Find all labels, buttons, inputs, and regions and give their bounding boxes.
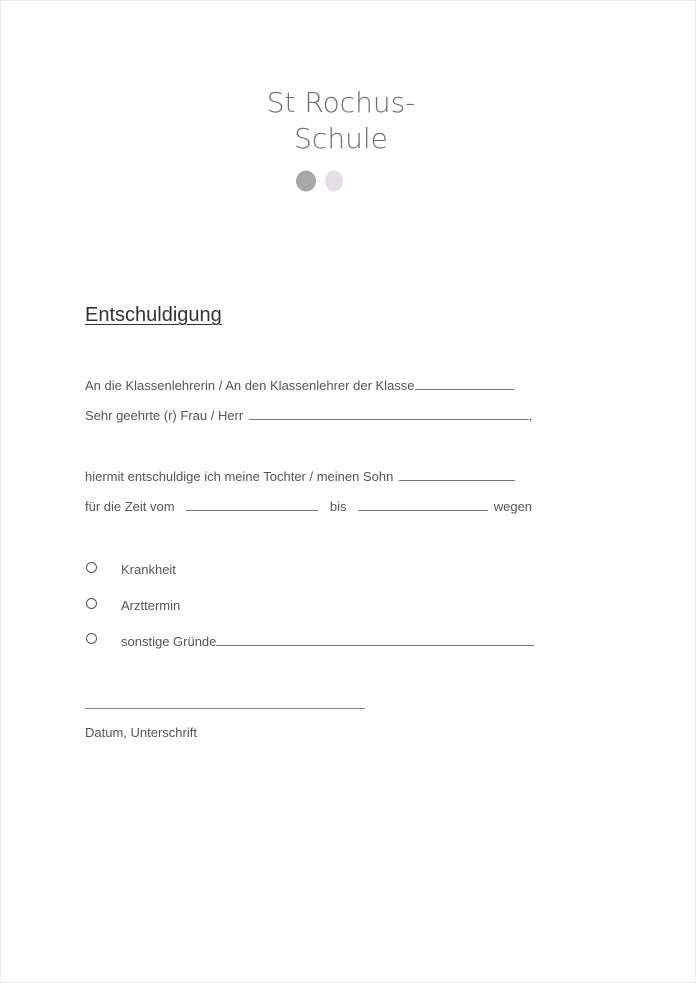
option-label-krankheit: Krankheit <box>121 562 176 577</box>
salutation-line <box>85 407 532 424</box>
logo-dots <box>296 170 346 192</box>
teacher-name-field[interactable] <box>249 407 529 420</box>
radio-krankheit[interactable] <box>86 562 97 573</box>
child-name-field[interactable] <box>399 468 515 481</box>
school-logo <box>241 85 441 157</box>
recipient-line <box>85 377 514 394</box>
other-reason-field[interactable] <box>216 633 534 646</box>
option-text-sonstige: sonstige Gründe <box>121 634 217 649</box>
date-to-field[interactable] <box>358 498 488 511</box>
option-label-arzttermin: Arzttermin <box>121 598 181 613</box>
period-reason-text: wegen <box>493 499 533 514</box>
logo-line-2: Schule <box>294 122 388 155</box>
class-field[interactable] <box>415 377 514 390</box>
period-to-text: bis <box>329 499 347 514</box>
logo-line-1: St Rochus- <box>266 86 416 119</box>
logo-dot-gray <box>296 171 316 192</box>
date-from-field[interactable] <box>186 498 318 511</box>
radio-sonstige-gruende[interactable] <box>86 633 97 644</box>
excuse-text: hiermit entschuldige ich meine Tochter / meinen Sohn <box>85 469 394 484</box>
signature-line[interactable] <box>85 708 365 709</box>
radio-arzttermin[interactable] <box>86 598 97 609</box>
option-label-sonstige <box>121 633 534 649</box>
excuse-line <box>85 468 515 485</box>
recipient-text: An die Klassenlehrerin / An den Klassenlehrer der Klasse <box>85 378 415 393</box>
salutation-text: Sehr geehrte (r) Frau / Herr <box>85 408 244 423</box>
logo-dot-light <box>325 171 343 192</box>
page-title: Entschuldigung <box>85 304 222 326</box>
signature-label: Datum, Unterschrift <box>85 725 197 740</box>
salutation-comma: , <box>528 408 533 423</box>
period-from-text: für die Zeit vom <box>85 499 175 514</box>
period-line <box>85 498 532 515</box>
